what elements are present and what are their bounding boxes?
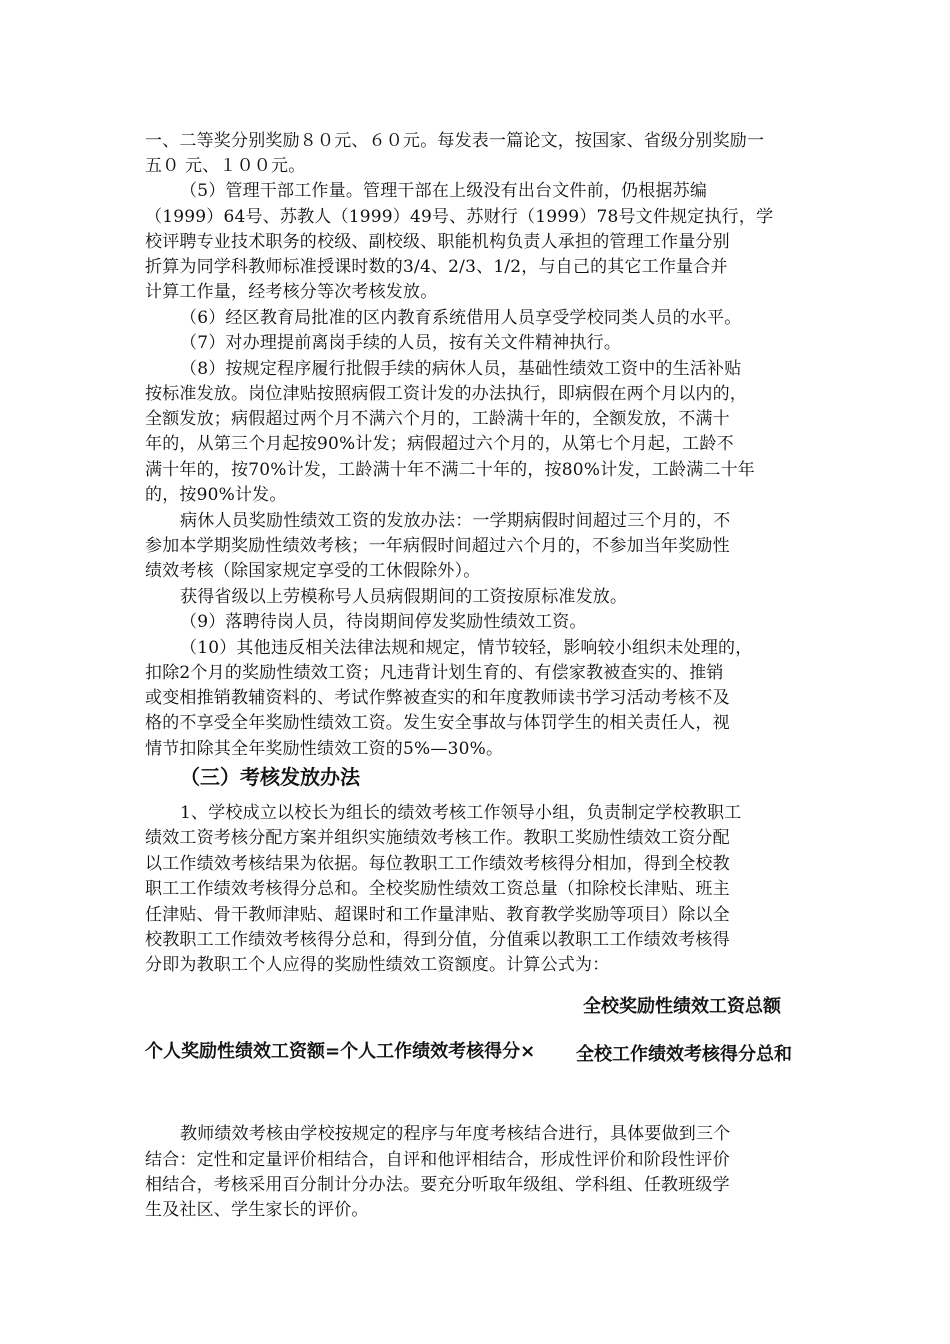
text-line: 绩效工资考核分配方案并组织实施绩效考核工作。教职工奖励性绩效工资分配 [145, 828, 730, 848]
text-line: 全额发放；病假超过两个月不满六个月的，工龄满十年的，全额发放，不满十 [145, 409, 730, 429]
text-line: 或变相推销教辅资料的、考试作弊被查实的和年度教师读书学习活动考核不及 [145, 688, 730, 708]
text-line: （9）落聘待岗人员，待岗期间停发奖励性绩效工资。 [180, 612, 587, 632]
text-line: 校评聘专业技术职务的校级、副校级、职能机构负责人承担的管理工作量分别 [145, 232, 730, 252]
formula-left-side: 个人奖励性绩效工资额=个人工作绩效考核得分× [145, 1041, 536, 1062]
text-line: 相结合，考核采用百分制计分办法。要充分听取年级组、学科组、任教班级学 [145, 1175, 730, 1195]
text-line: 教师绩效考核由学校按规定的程序与年度考核结合进行，具体要做到三个 [180, 1124, 731, 1144]
text-line: 五０ 元、１００元。 [145, 156, 306, 176]
text-line: 以工作绩效考核结果为依据。每位教职工工作绩效考核得分相加，得到全校教 [145, 854, 730, 874]
text-line: 参加本学期奖励性绩效考核；一年病假时间超过六个月的，不参加当年奖励性 [145, 536, 730, 556]
text-line: 年的，从第三个月起按90%计发；病假超过六个月的，从第七个月起，工龄不 [145, 434, 734, 454]
text-line: 满十年的，按70%计发，工龄满十年不满二十年的，按80%计发，工龄满二十年 [145, 460, 755, 480]
text-line: 按标准发放。岗位津贴按照病假工资计发的办法执行，即病假在两个月以内的， [145, 384, 747, 404]
text-line: 任津贴、骨干教师津贴、超课时和工作量津贴、教育教学奖励等项目）除以全 [145, 905, 730, 925]
formula-denominator: 全校工作绩效考核得分总和 [576, 1044, 792, 1065]
text-line: 绩效考核（除国家规定享受的工休假除外）。 [145, 561, 481, 581]
text-line: （6）经区教育局批准的区内教育系统借用人员享受学校同类人员的水平。 [180, 308, 742, 328]
text-line: （8）按规定程序履行批假手续的病休人员，基础性绩效工资中的生活补贴 [180, 359, 742, 379]
text-line: 结合：定性和定量评价相结合，自评和他评相结合，形成性评价和阶段性评价 [145, 1150, 730, 1170]
text-line: 情节扣除其全年奖励性绩效工资的5%—30%。 [145, 739, 504, 759]
text-line: 一、二等奖分别奖励８０元、６０元。每发表一篇论文，按国家、省级分别奖励一 [145, 131, 765, 151]
text-line: 折算为同学科教师标准授课时数的3/4、2/3、1/2，与自己的其它工作量合并 [145, 257, 728, 277]
formula-numerator: 全校奖励性绩效工资总额 [583, 996, 781, 1017]
text-line: 分即为教职工个人应得的奖励性绩效工资额度。计算公式为： [145, 955, 610, 975]
text-line: 生及社区、学生家长的评价。 [145, 1200, 369, 1220]
text-line: 校教职工工作绩效考核得分总和，得到分值，分值乘以教职工工作绩效考核得 [145, 930, 730, 950]
text-line: 格的不享受全年奖励性绩效工资。发生安全事故与体罚学生的相关责任人，视 [145, 713, 730, 733]
section-heading: （三）考核发放办法 [180, 765, 360, 789]
text-line: 的，按90%计发。 [145, 485, 287, 505]
text-line: （7）对办理提前离岗手续的人员，按有关文件精神执行。 [180, 333, 622, 353]
text-line: 扣除2个月的奖励性绩效工资；凡违背计划生育的、有偿家教被查实的、推销 [145, 663, 724, 683]
text-line: （10）其他违反相关法律法规和规定，情节较轻，影响较小组织未处理的， [180, 638, 753, 658]
text-line: （5）管理干部工作量。管理干部在上级没有出台文件前，仍根据苏编 [180, 181, 708, 201]
text-line: 职工工作绩效考核得分总和。全校奖励性绩效工资总量（扣除校长津贴、班主 [145, 879, 730, 899]
text-line: 获得省级以上劳模称号人员病假期间的工资按原标准发放。 [180, 587, 628, 607]
text-line: （1999）64号、苏教人（1999）49号、苏财行（1999）78号文件规定执行，学 [145, 207, 774, 227]
text-line: 病休人员奖励性绩效工资的发放办法：一学期病假时间超过三个月的，不 [180, 511, 731, 531]
text-line: 1、学校成立以校长为组长的绩效考核工作领导小组，负责制定学校教职工 [180, 803, 742, 823]
text-line: 计算工作量，经考核分等次考核发放。 [145, 282, 438, 302]
